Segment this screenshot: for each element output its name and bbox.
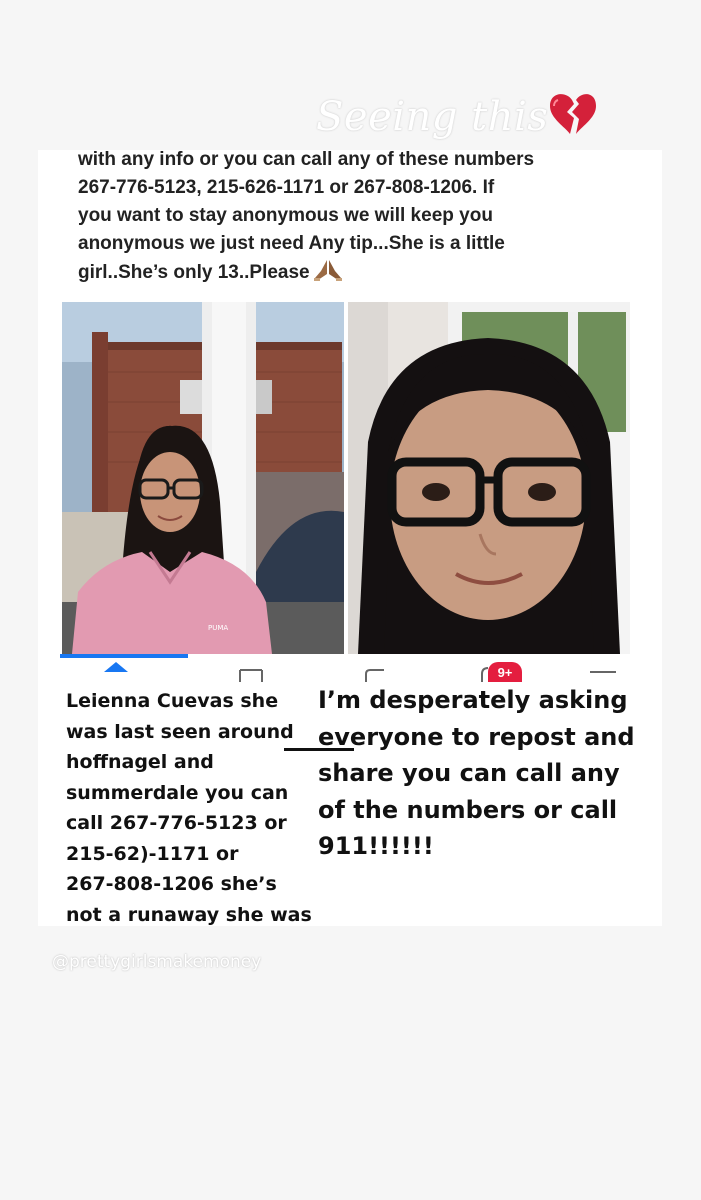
post-line: 267-776-5123, 215-626-1171 or 267-808-1206. If xyxy=(78,177,495,198)
broken-heart-icon xyxy=(548,92,598,136)
story-caption: Seeing this xyxy=(316,94,549,140)
caption-left-line: 215-62)-1171 or xyxy=(66,842,239,865)
post-line: you want to stay anonymous we will keep you xyxy=(78,205,493,226)
caption-right-line: I’m desperately asking xyxy=(318,686,628,714)
story-watermark: @prettygirlsmakemoney xyxy=(52,952,262,972)
marketplace-tab-icon[interactable] xyxy=(360,654,390,682)
post-line: with any info or you can call any of these numbers xyxy=(78,150,535,170)
notification-badge: 9+ xyxy=(488,662,522,682)
post-line-text: girl..She’s only 13..Please xyxy=(78,262,310,283)
caption-right xyxy=(318,682,658,865)
home-indicator-icon xyxy=(60,654,188,682)
caption-left-line: Leienna Cuevas she xyxy=(66,690,279,712)
caption-left-line: 267-808-1206 she’s xyxy=(66,873,277,895)
facebook-tab-bar xyxy=(60,654,640,682)
caption-left-line: not a runaway she was xyxy=(66,903,312,926)
caption-right-line: 911!!!!!! xyxy=(318,832,434,860)
caption-left-line: hoffnagel and xyxy=(66,751,214,773)
caption-right-line: of the numbers or call xyxy=(318,795,618,824)
photo-girl-portrait xyxy=(348,302,630,654)
caption-left-line: call 267-776-5123 or xyxy=(66,812,287,834)
tab-home[interactable] xyxy=(60,654,188,682)
post-line: anonymous we just need Any tip...She is a little xyxy=(78,233,505,254)
post-card xyxy=(38,150,662,926)
caption-left-line: summerdale you can xyxy=(66,781,289,804)
hoodie-logo: PUMA xyxy=(208,624,229,632)
caption-left-line: was last seen around xyxy=(66,720,294,743)
menu-tab-icon[interactable] xyxy=(588,654,618,682)
caption-right-line: everyone to repost and xyxy=(318,722,635,751)
photo-girl-outdoor xyxy=(62,302,344,654)
video-tab-icon[interactable] xyxy=(236,654,266,682)
post-body xyxy=(78,150,648,287)
praying-hands-icon xyxy=(314,258,342,282)
post-line xyxy=(78,258,648,287)
caption-right-line: share you can call any xyxy=(318,759,620,787)
caption-left xyxy=(66,686,336,926)
